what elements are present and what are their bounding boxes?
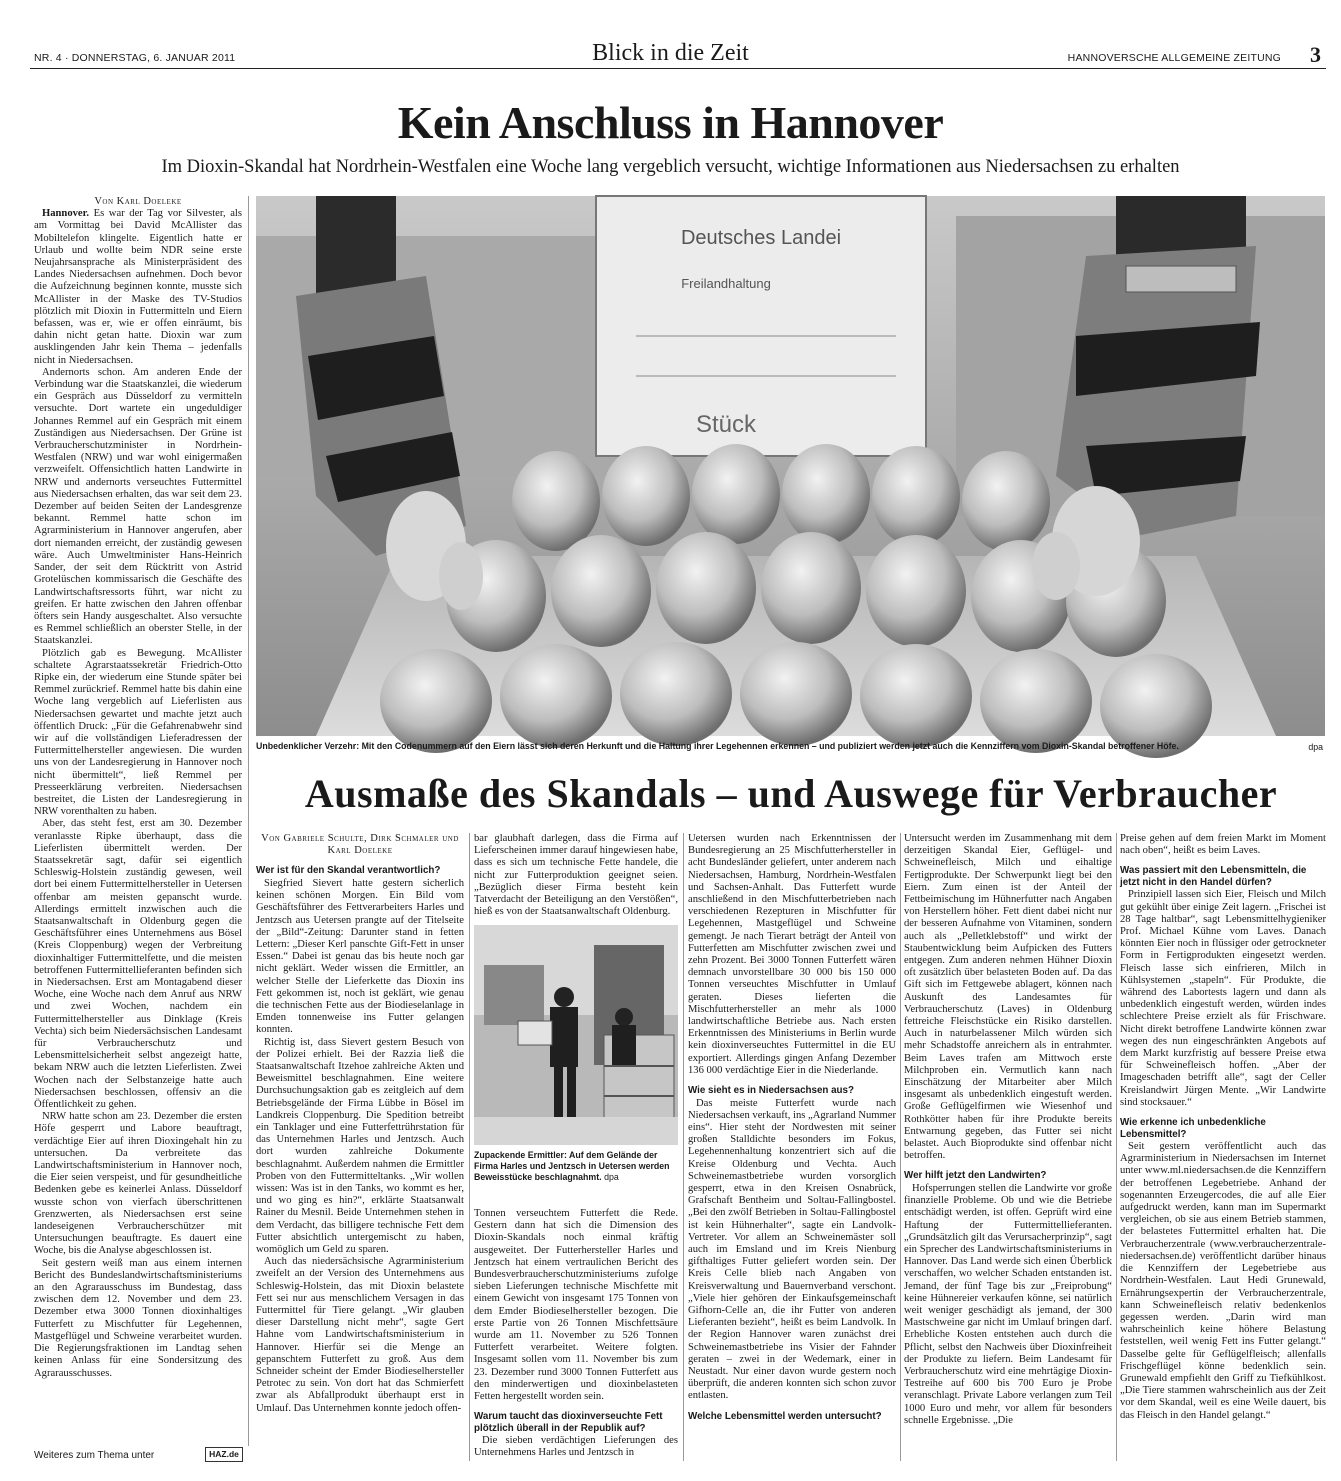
question-subhead: Was passiert mit den Lebensmitteln, die jetzt nicht in den Handel dürfen? (1120, 865, 1307, 888)
main-paragraph: Andernorts schon. Am anderen Ende der Verbindung war die Staatskanzlei, die wiederum ein Gespräch aus Düsseldorf zu vermitteln versuchte. Dort wartete ein ungeduldiger Johannes Remmel auf ein Gespräch mit einem Zuständigen aus Niedersachsen. Der Grüne ist Verbraucherschutzminister in Nordrhein-Westfalen (NRW) und war wohl einigermaßen verzweifelt. Offensichtlich hatten Landwirte in NRW und andernorts verseuchtes Futtermittel aus Niedersachsen erhalten, das war seit dem 23. Dezember auf beiden Seiten der Landesgrenze bekannt. Remmel hatte schon im Agrarministerium in Hannover angerufen, aber dort niemanden erreicht, der zuständig gewesen wäre. Auch Umweltminister Hans-Heinrich Sander, der seit dem Rücktritt von Astrid Grotelüschen kommissarisch die Geschäfte des Landwirtschaftsressorts führt, war nicht zu greifen. Er hatte zwischen den Jahren offenbar öfters sein Handy ausgeschaltet. Also versuchte es Remmel schließlich an oberster Stelle, in der Staatskanzlei. (34, 366, 242, 647)
column-divider (683, 833, 684, 1461)
issue-info: NR. 4 · DONNERSTAG, 6. JANUAR 2011 (34, 52, 236, 64)
article-paragraph: Preise gehen auf dem freien Markt im Moment nach oben“, heißt es beim Laves. (1120, 833, 1326, 857)
question-subhead: Welche Lebensmittel werden untersucht? (688, 1410, 882, 1422)
article-paragraph: Siegfried Sievert hatte gestern sicherlich keinen schönen Morgen. Ein Bild vom Geschäftsführer des Fettverarbeiters Harles und Jentzsch aus Uetersen prangte auf der Titelseite der „Bild“-Zeitung: Darunter stand in fetten Lettern: „Dieser Kerl panschte Gift-Fett in unser Essen.“ Dabei ist genau das bis heute noch gar nicht geklärt. Weder wissen die Ermittler, an welcher Stelle der Lieferkette das Dioxin ins Fett gekommen ist, noch ist geklärt, wie genau die technischen Fette aus der Biodieselanlage in Emden tonnenweise ins Futter gelangen konnten. (256, 877, 464, 1036)
main-byline: Von Karl Doeleke (94, 196, 182, 207)
section-title: Blick in die Zeit (592, 40, 749, 66)
second-article-column-3 (688, 833, 896, 1461)
article-paragraph: Seit gestern veröffentlicht auch das Agrarministerium in Niedersachsen im Internet unter www.ml.niedersachsen.de die Kennziffern der betroffenen Legebetriebe. Anhand der sogenannten Erzeugercodes, die auf alle Eier aufgedruckt werden, kann man im Supermarkt vergleichen, ob sie aus einem Betrieb stammen, der belastetes Futtermittel erhalten hat. Die Verbraucherzentrale (www.verbraucherzentrale-niedersachsen.de) veröffentlicht darüber hinaus die Kennziffern der Legebetriebe aus Nordrhein-Westfalen. Laut Hedi Grunewald, Ernährungsexpertin der Verbraucherzentrale, kann Schweinefleisch relativ bedenkenlos gegessen werden. „Darin wird man wahrscheinlich keine höhere Belastung feststellen, weil wenig Fett ins Futter gelangt.“ Dasselbe gelte für Geflügelfleisch; allenfalls Frischgeflügel könne bedenklich sein. Grunewald empfiehlt den Griff zu Tiefkühlkost. „Die Tiere stammen wahrscheinlich aus der Zeit vor dem Skandal, weil es eine Weile dauert, bis das Fleisch in den Handel gelangt.“ (1120, 1141, 1326, 1421)
main-paragraph-text: Es war der Tag vor Silvester, als am Vormittag bei David McAllister das Mobiltelefon klingelte. Eigentlich hatte er Urlaub und wollte beim NDR seine erste Neujahrsansprache als Ministerpräsident des Landes Niedersachsen aufnehmen. Doch bevor die Aufzeichnung beginnen konnte, musste sich McAllister in der Maske des TV-Studios plötzlich mit Dioxin in Futtermitteln und Eiern befassen, was er, wie er offen einräumt, bis dahin nicht getan hatte. Dioxin war zum ausklingenden Jahr kein Thema – jedenfalls nicht in Niedersachsen. (34, 208, 242, 366)
column-divider (900, 833, 901, 1461)
article-paragraph: Tonnen verseuchtem Futterfett die Rede. Gestern dann hat sich die Dimension des Dioxin-Skandals noch einmal kräftig ausgeweitet. Der Futterhersteller Harles und Jentzsch hat einem vertraulichen Bericht des Bundesverbraucherschutzministeriums zufolge sieben Lieferungen technische Mischfette mit einem Gewicht von insgesamt 175 Tonnen von dem Emder Biodieselhersteller bezogen. Die erste Partie von 26 Tonnen Mischfettsäure wurde am 11. November zu 526 Tonnen Futterfett verarbeitet. Weitere folgten. Insgesamt sollen vom 11. November bis zum 23. Dezember rund 3000 Tonnen Futterfett aus den minderwertigen und dioxinbelasteten Fetten hergestellt worden sein. (474, 1208, 678, 1403)
header-rule (30, 68, 1326, 69)
question-subhead: Wie sieht es in Niedersachsen aus? (688, 1085, 854, 1097)
dateline: Hannover. (42, 208, 94, 220)
sign-text-2: Freilandhaltung (681, 276, 771, 291)
article-paragraph: Hofsperrungen stellen die Landwirte vor große finanzielle Probleme. Ob und wie die Betriebe entschädigt werden, ist offen. Geprüft wird eine Haftung der Futtermittellieferanten. „Grundsätzlich gilt das Verursacherprinzip“, sagt ein Sprecher des Landwirtschaftsministeriums in Hannover. Das Land werde sich einen Überblick verschaffen, wo welcher Schaden entstanden ist. Jemand, der fünf Tage bis zur „Freiprobung“ keine Hühnereier verkaufen könne, sei natürlich weit weniger geschädigt als jemand, der 300 Mastschweine gar nicht im Umlauf bringen darf. Erhebliche Kosten entstehen auch durch die Pflicht, selbst den Nachweis über Dioxinfreiheit der Produkte zu liefern. Beim Landesamt für Verbraucherschutz wird eine mehrtägige Dioxin-Testreihe auf 600 bis 700 Euro je Probe veranschlagt. Private Labore verlangen zum Teil 1000 Euro und mehr, vor allem für besonders schnelle Ergebnisse. „Die (904, 1182, 1112, 1426)
main-paragraph: Seit gestern weiß man aus einem internen Bericht des Bundeslandwirtschaftsministeriums an den Agrarausschuss im Bundestag, dass zwischen dem 12. November und dem 23. Dezember etwa 3000 Tonnen dioxinhaltiges Futterfett zu Mischfutter für Legehennen, Mastgeflügel und Schweine verarbeitet wurden. Die Regierungsfraktionen im Landtag sehen keinen Anlass für eine Sondersitzung des Agrarausschusses. (34, 1257, 242, 1379)
eggs-photo (256, 196, 1325, 736)
investigators-credit: dpa (604, 1172, 619, 1182)
question-subhead: Wer hilft jetzt den Landwirten? (904, 1170, 1047, 1182)
investigators-caption-text: Zupackende Ermittler: Auf dem Gelände der Firma Harles und Jentzsch in Uetersen werden Beweisstücke beschlagnahmt. (474, 1150, 670, 1182)
main-paragraph (34, 208, 242, 367)
second-headline: Ausmaße des Skandals – und Auswege für Verbraucher (304, 771, 1278, 816)
article-paragraph: Die sieben verdächtigen Lieferungen des Unternehmens Harles und Jentzsch in (474, 1435, 678, 1459)
main-subhead: Im Dioxin-Skandal hat Nordrhein-Westfalen eine Woche lang vergeblich versucht, wichtige Informationen aus Niedersachsen zu erhalten (161, 157, 1180, 177)
article-paragraph: Richtig ist, dass Sievert gestern Besuch von der Polizei erhielt. Bei der Razzia ließ die Staatsanwaltschaft Itzehoe zahlreiche Akten und Beweismittel beschlagnahmen. Eine weitere Durchsuchungsaktion gab es zeitgleich auf dem Betriebsgelände der Firma Lübbe in Bösel im Landkreis Cloppenburg. Die Spedition betreibt ein Tanklager und eine Futterfettrührstation für das Unternehmen Harles und Jentzsch. Auch dort wurden zahlreiche Dokumente beschlagnahmt. Außerdem nahmen die Ermittler Proben von den Futtermitteltanks. „Wir wollen wissen: Was ist in den Tanks, wo kommt es her, und wo ging es hin?“, erklärte Staatsanwalt Rainer du Mesnil. Beide Unternehmen stehen in dem Verdacht, das billigere technische Fett dem Futter absichtlich untergemischt zu haben, womöglich um Geld zu sparen. (256, 1036, 464, 1255)
footer-more-link-text: Weiteres zum Thema unter (34, 1450, 155, 1461)
eggs-photo-graphic (256, 196, 1325, 736)
article-paragraph: Das meiste Futterfett wurde nach Niedersachsen verkauft, ins „Agrarland Nummer eins“. Hier steht der Nordwesten mit seiner großen Stalldichte besonders im Fokus, Legehennenhaltung konzentriert sich auf die Kreise Oldenburg und Vechta. Auch Schweinemastbetriebe wurden vorsorglich gesperrt, etwa in den Kreisen Osnabrück, Grafschaft Bentheim und Soltau-Fallingbostel. „Bei den zwölf Betrieben in Soltau-Fallingbostel ist kein Hühnerhalter“, sagte ein Landvolk-Vertreter. Vor allem an Schweinemäster soll auch im Emsland und im Kreis Nienburg gifthaltiges Futter geliefert worden sein. Der Kreis Celle blieb nach Angaben von Kreisverwaltung und Bauernverband verschont. „Viele hier gehören der Einkaufsgemeinschaft Gifhorn-Celle an, die ihr Futter von anderen Lieferanten bezieht“, heißt es beim Landvolk. In der Region Hannover waren zunächst drei Schweinemastbetriebe ins Visier der Fahnder geraten – zwei in der Wedemark, einer in Neustadt. Nur einer davon wurde gestern noch überprüft, die anderen konnten sich schon zuvor entlasten. (688, 1097, 896, 1402)
article-paragraph: Auch das niedersächsische Agrarministerium zweifelt an der Version des Unternehmens aus Schleswig-Holstein, das mit Dioxin belastete Fett sei nur aus menschlichem Versagen in das Futtermittel für Tiere gelangt. „Wir glauben dieser Darstellung nicht mehr“, sagte Gert Hahne vom Landwirtschaftsministerium in Hannover. Hierfür sei die Menge an gepanschtem Futterfett zu groß. Aus dem Schneider scheint der Emder Biodieselhersteller Petrotec zu sein. Von dort hat das Schmierfett zwar als Abfallprodukt überhaupt erst in Umlauf. Das Unternehmen konnte jedoch offen- (256, 1256, 464, 1414)
article-paragraph: Prinzipiell lassen sich Eier, Fleisch und Milch gut gekühlt über einige Zeit lagern. „Frischei ist 28 Tage haltbar“, sagt Lebensmittelhygieniker Prof. Michael Kühne vom Laves. Danach könnten Eier noch in flüssiger oder getrockneter Form in Fertigprodukten eingesetzt werden. Fleisch lasse sich einfrieren, Milch in Kühlsystemen „stapeln“. Für Produkte, die während des Labortests lagern und dann als unbedenklich eingestuft werden, würden indes schlechtere Preise erzielt als für Frischware. Nicht direkt betroffene Landwirte können zwar wegen des nun eingeschränkten Angebots auf dem Markt kurzfristig auf bessere Preise etwa für Schweinefleisch hoffen. „Aber der Imageschaden betrifft alle“, sagt der Celler Kreislandwirt Jürgen Mente. „Wir Landwirte sind stocksauer.“ (1120, 889, 1326, 1108)
question-subhead: Wie erkenne ich unbedenkliche Lebensmittel? (1120, 1117, 1266, 1140)
main-paragraph: Plötzlich gab es Bewegung. McAllister schaltete Agrarstaatssekretär Friedrich-Otto Ripke ein, der wiederum eine Stunde später bei Remmel zurückrief. Remmel hatte bis dahin eine Woche lang vergeblich auf Lieferlisten aus Niedersachsen gewartet und machte jetzt auch öffentlich Druck: „Für die Gefahrenabwehr sind wir auf die vollständigen Lieferadressen der Futtermittelhersteller angewiesen. Die wurden uns von der Landesregierung in Hannover noch nicht übermittelt“, ließ Remmel per Presseerklärung verbreiten. Niedersachsen bestreitet, die Listen der Landesregierung in NRW vorenthalten zu haben. (34, 647, 242, 818)
main-paragraph: NRW hatte schon am 23. Dezember die ersten Höfe gesperrt und Labore beauftragt, verdächtige Eier auf ihren Dioxingehalt hin zu untersuchen. Da verbreitete das Landwirtschaftsministerium in Hannover noch, die Eier seien verspeist, und für gesundheitliche Bedenken gebe es keinerlei Anlass. Düsseldorf wusste schon von vierfach überschrittenen Grenzwerten, als Niedersachsen erst seine landeseigenen Verbraucherschützer mit Untersuchungen beauftragte. Es dauert eine Woche, bis die Analyse abgeschlossen ist. (34, 1111, 242, 1257)
main-paragraph: Aber, das steht fest, erst am 30. Dezember veranlasste Ripke überhaupt, dass die Lieferlisten übermittelt werden. Der Staatssekretär sagt, dafür sei eigentlich Schleswig-Holstein zuständig gewesen, weil dort bei einem Futtermittelhersteller in Uetersen offenbar am meisten gepanscht wurde. Allerdings ermittelt inzwischen auch die Staatsanwaltschaft in Oldenburg gegen die Geschäftsführer eines Unternehmens aus Bösel (Kreis Cloppenburg) wegen der Verbreitung dioxinhaltiger Futtermittelfette, und die meisten betroffenen Futtermittellieferanten befinden sich in Niedersachsen. Erst am Montagabend dieser Woche, eine Woche nach dem Anruf aus NRW und zwei Wochen, nachdem ein Futtermittelhersteller aus Dinklage (Kreis Vechta) sich beim Niedersächsischen Landesamt für Verbraucherschutz und Lebensmittelsicherheit selbst angezeigt hatte, bekam NRW auch die letzten Lieferlisten. Zwei Wochen nach der Selbstanzeige hatte auch Niedersachsen beschlossen, offensiv an die Öffentlichkeit zu gehen. (34, 818, 242, 1111)
photo-caption: Unbedenklicher Verzehr: Mit den Codenummern auf den Eiern lässt sich deren Herkunft und die Haltung ihrer Legehennen erkennen – und publiziert werden jetzt auch die Kennziffern vom Dioxin-Skandal betroffener Höfe. (256, 741, 1179, 751)
article-paragraph: Uetersen wurden nach Erkenntnissen der Bundesregierung an 25 Mischfutterhersteller in acht Bundesländer geliefert, unter anderem nach Niedersachsen, Hamburg, Nordrhein-Westfalen und Sachsen-Anhalt. Das Futterfett wurde anschließend in den Mischfutterbetrieben nach verschiedenen Rezepturen in Mischfutter für Legehennen, Mastgeflügel und Schweine gemengt. Je nach Tierart beträgt der Anteil von Futterfetten am Mischfutter zwischen zwei und zehn Prozent. Bei 3000 Tonnen Futterfett wären demnach unvorstellbare 30 000 bis 150 000 Tonnen verseuchtes Mischfutter in Umlauf geraten. Dieses lieferten die Mischfutterhersteller an mehr als 1000 landwirtschaftliche Betriebe aus. Nach ersten Erkenntnissen des Ministeriums in Berlin wurde kein dioxinverseuchtes Futtermittel in die EU exportiert. Allerdings gingen Anfang Dezember 136 000 verdächtige Eier in die Niederlande. (688, 833, 896, 1076)
second-byline: Von Gabriele Schulte, Dirk Schmaler und Karl Doeleke (261, 833, 459, 857)
photo-credit: dpa (1308, 742, 1323, 752)
second-article-column-2-bottom (474, 1208, 678, 1460)
second-article-column-4 (904, 833, 1112, 1461)
haz-logo[interactable]: HAZ.de (205, 1447, 243, 1462)
sign-text-1: Deutsches Landei (680, 227, 842, 249)
article-paragraph: Untersucht werden im Zusammenhang mit dem derzeitigen Skandal Eier, Geflügel- und Schweinefleisch, Milch und eihaltige Fertigprodukte. Der Schwerpunkt liegt bei den Eiern. Zum einen ist der Anteil der Fettbeimischung im Hühnerfutter nach Angaben von Herstellern höher. Fett dient dabei nicht nur der besseren Aufnahme von Vitaminen, sondern auch als „Pelletklebstoff“ und wirkt der Staubentwicklung beim Aufpicken des Futters entgegen. Zum anderen nehmen Hühner Dioxin oft zusätzlich über belasteten Boden auf. Da das Gift sich im Fettgewebe ablagert, können nach Auskunft des Landesamtes für Verbraucherschutz (Laves) in Oldenburg fettreiche Fleischstücke ein Risiko darstellen. Auch in naturbelassener Milch würden sich mehr Schadstoffe anreichern als in entrahmter. Beim Laves trafen am Mittwoch erste Milchproben ein. Vermutlich kann nach Einschätzung der Mitarbeiter aber Milch insgesamt als unbedenklich eingestuft werden. Große Geflügelfirmen wie Wiesenhof und Rothkötter haben für ihre Produkte bereits Entwarnung gegeben, das Futter sei nicht belastet. Auch Bioprodukte sind offenbar nicht betroffen. (904, 833, 1112, 1162)
investigators-caption (474, 1150, 678, 1183)
newspaper-name: HANNOVERSCHE ALLGEMEINE ZEITUNG (1067, 52, 1281, 64)
column-divider (1116, 833, 1117, 1461)
main-headline: Kein Anschluss in Hannover (397, 97, 944, 148)
price-sign (596, 196, 926, 456)
column-divider (248, 196, 249, 1446)
main-article (34, 196, 242, 1440)
question-subhead: Wer ist für den Skandal verantwortlich? (256, 865, 441, 877)
second-article-column-2-top (474, 833, 678, 923)
article-paragraph: bar glaubhaft darlegen, dass die Firma auf Lieferscheinen immer darauf hingewiesen habe, dass es sich um technische Fette handele, die nicht zur Futterproduktion geeignet seien. „Bezüglich dieser Firma besteht kein Tatverdacht der Beteiligung an den Verstößen“, hieß es von der Staatsanwaltschaft Oldenburg. (474, 833, 678, 918)
second-article-column-5 (1120, 833, 1326, 1461)
sign-text-3: Stück (695, 411, 757, 438)
page-number: 3 (1310, 42, 1321, 67)
second-article-column-1 (256, 833, 464, 1461)
investigators-photo (474, 925, 678, 1145)
column-divider (469, 833, 470, 1461)
question-subhead: Warum taucht das dioxinverseuchte Fett plötzlich überall in der Republik auf? (474, 1411, 663, 1434)
investigators-photo-graphic (474, 925, 678, 1145)
